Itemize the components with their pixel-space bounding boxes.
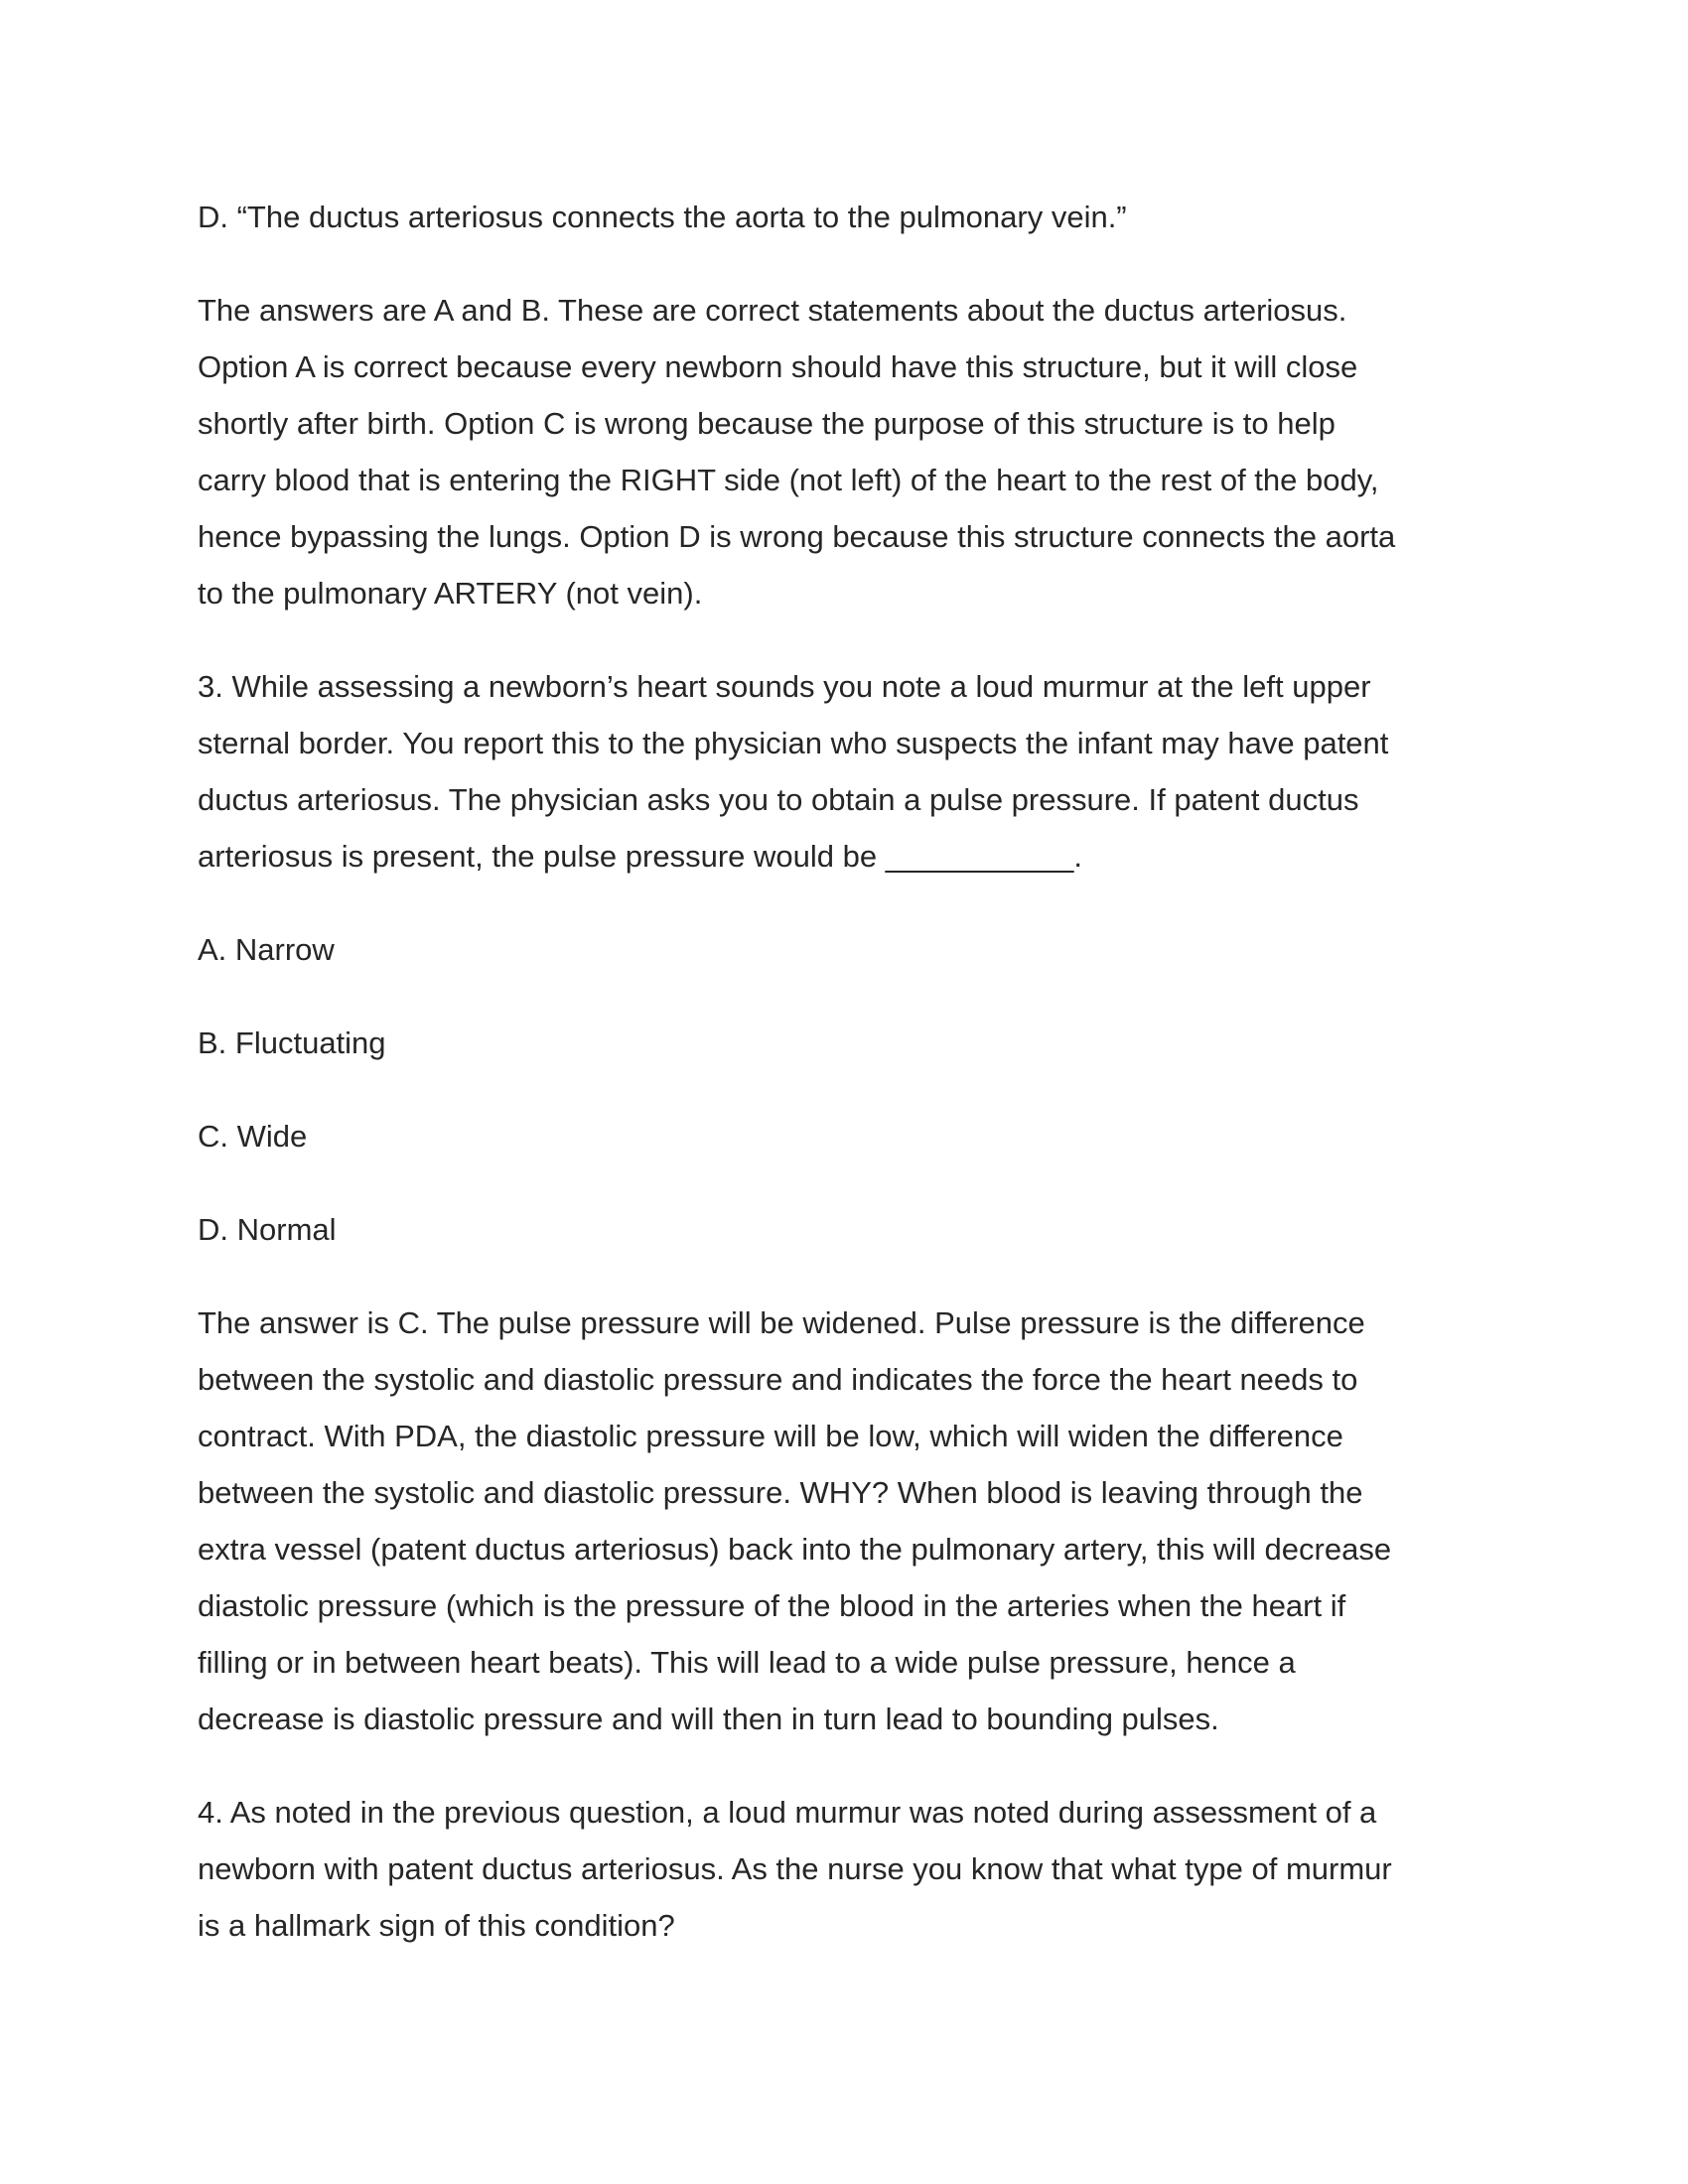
question-3 (198, 658, 1608, 885)
option-b (198, 1015, 1608, 1071)
option-a (198, 921, 1608, 978)
text-line: hence bypassing the lungs. Option D is wrong because this structure connects the aorta (198, 519, 1396, 554)
option-d-statement (198, 189, 1608, 245)
text-line: is a hallmark sign of this condition? (198, 1908, 675, 1943)
text-line: Option A is correct because every newborn should have this structure, but it will close (198, 349, 1358, 384)
text-line: The answer is C. The pulse pressure will be widened. Pulse pressure is the difference (198, 1305, 1365, 1340)
text-line: between the systolic and diastolic pressure. WHY? When blood is leaving through the (198, 1475, 1363, 1510)
text-line: A. Narrow (198, 932, 335, 967)
text-line: diastolic pressure (which is the pressure of the blood in the arteries when the heart if (198, 1588, 1346, 1623)
text-line: B. Fluctuating (198, 1025, 386, 1060)
text-line: The answers are A and B. These are correct statements about the ductus arteriosus. (198, 293, 1347, 328)
text-line: ductus arteriosus. The physician asks you to obtain a pulse pressure. If patent ductus (198, 782, 1359, 817)
text-line: contract. With PDA, the diastolic pressure will be low, which will widen the difference (198, 1419, 1343, 1453)
answer-explanation-3 (198, 1295, 1608, 1747)
answer-explanation-2 (198, 282, 1608, 621)
text-line: shortly after birth. Option C is wrong because the purpose of this structure is to help (198, 406, 1336, 441)
text-line: extra vessel (patent ductus arteriosus) back into the pulmonary artery, this will decrease (198, 1532, 1392, 1567)
text-line: between the systolic and diastolic pressure and indicates the force the heart needs to (198, 1362, 1358, 1397)
text-line: 4. As noted in the previous question, a loud murmur was noted during assessment of a (198, 1795, 1377, 1830)
option-d (198, 1201, 1608, 1258)
text-line: arteriosus is present, the pulse pressure would be ___________. (198, 839, 1082, 874)
text-line: newborn with patent ductus arteriosus. As the nurse you know that what type of murmur (198, 1851, 1392, 1886)
text-line: to the pulmonary ARTERY (not vein). (198, 576, 703, 611)
text-line: C. Wide (198, 1119, 308, 1154)
document-page (198, 189, 1608, 1990)
text-line: 3. While assessing a newborn’s heart sounds you note a loud murmur at the left upper (198, 669, 1371, 704)
question-4 (198, 1784, 1608, 1954)
text-line: decrease is diastolic pressure and will then in turn lead to bounding pulses. (198, 1702, 1219, 1736)
text-line: D. “The ductus arteriosus connects the aorta to the pulmonary vein.” (198, 200, 1127, 234)
option-c (198, 1108, 1608, 1164)
text-line: carry blood that is entering the RIGHT side (not left) of the heart to the rest of the body, (198, 463, 1379, 497)
text-line: filling or in between heart beats). This will lead to a wide pulse pressure, hence a (198, 1645, 1296, 1680)
text-line: D. Normal (198, 1212, 337, 1247)
text-line: sternal border. You report this to the physician who suspects the infant may have patent (198, 726, 1389, 760)
